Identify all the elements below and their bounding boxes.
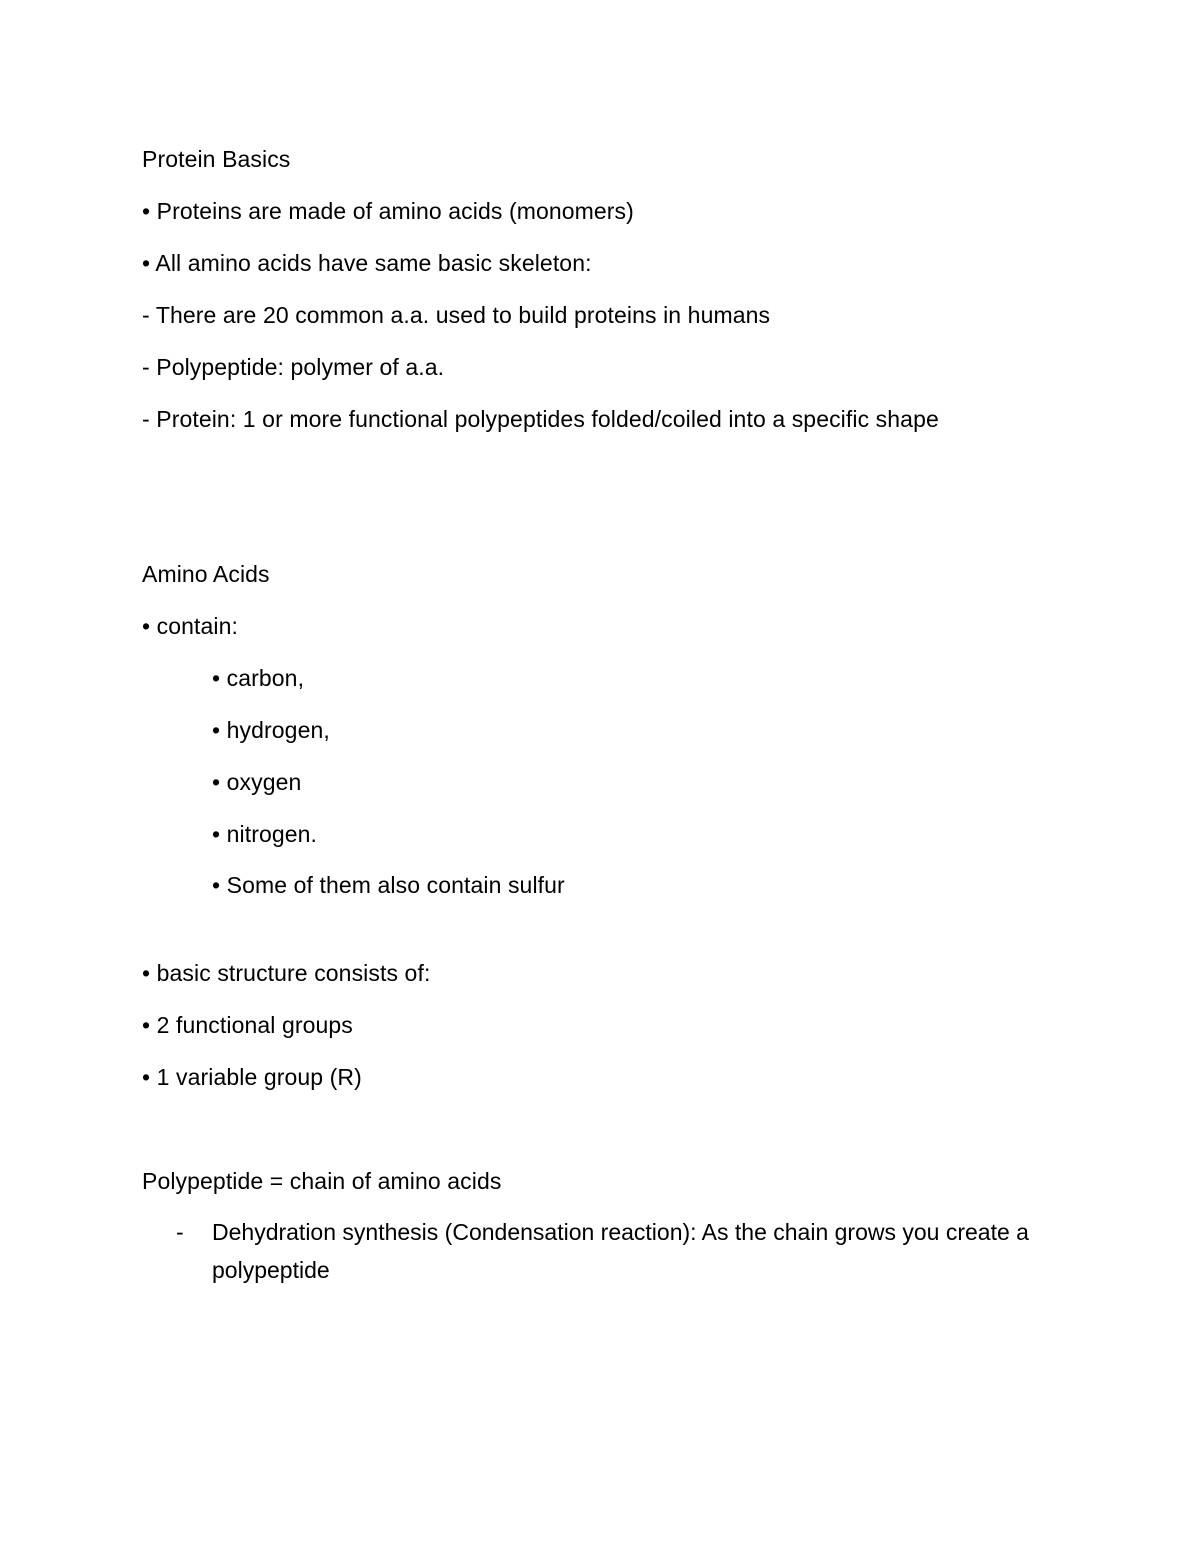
structure-line: • 2 functional groups [142, 1012, 353, 1038]
dash-marker: - [176, 1219, 184, 1245]
element-item: • Some of them also contain sulfur [212, 872, 565, 898]
dehydration-synthesis-note: Dehydration synthesis (Condensation reaction): As the chain grows you create a polypeptide [212, 1219, 1029, 1283]
protein-basics-heading: Protein Basics [142, 146, 291, 172]
dash-line: - There are 20 common a.a. used to build proteins in humans [142, 302, 771, 328]
structure-line: • basic structure consists of: [142, 960, 431, 986]
bullet-line: • Proteins are made of amino acids (monomers) [142, 198, 634, 224]
dash-line: - Polypeptide: polymer of a.a. [142, 354, 445, 380]
element-item: • oxygen [212, 769, 302, 795]
amino-acids-heading: Amino Acids [142, 561, 270, 587]
bullet-line: • All amino acids have same basic skeleton: [142, 250, 592, 276]
structure-line: • 1 variable group (R) [142, 1064, 362, 1090]
polypeptide-heading: Polypeptide = chain of amino acids [142, 1168, 502, 1194]
element-item: • nitrogen. [212, 821, 318, 847]
contain-label: • contain: [142, 613, 238, 639]
dash-line: - Protein: 1 or more functional polypeptides folded/coiled into a specific shape [142, 406, 939, 432]
element-item: • carbon, [212, 665, 305, 691]
element-item: • hydrogen, [212, 717, 330, 743]
